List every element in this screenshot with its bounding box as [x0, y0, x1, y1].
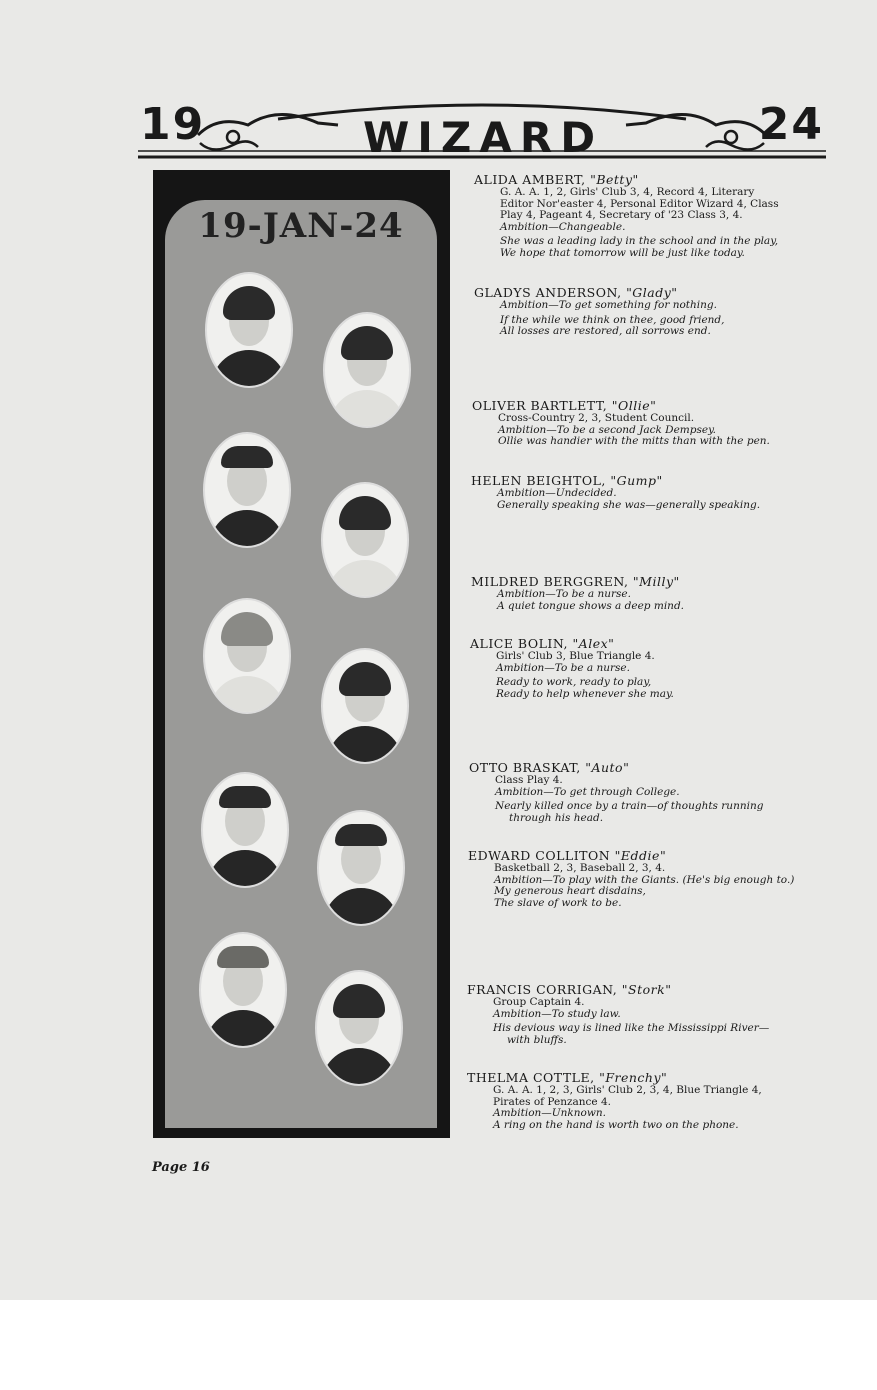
student-entry — [474, 285, 834, 338]
student-nickname: "Eddie" — [614, 848, 667, 863]
banner-title: WIZARD — [362, 113, 604, 162]
activities-line: Girls' Club 3, Blue Triangle 4. — [496, 650, 655, 662]
activities-line: Pirates of Penzance 4. — [493, 1095, 611, 1108]
student-entry — [470, 636, 830, 700]
student-nickname: "Gump" — [610, 473, 663, 488]
student-entry — [469, 760, 829, 824]
student-nickname: "Frenchy" — [599, 1070, 668, 1085]
student-name: ALICE BOLIN, — [470, 636, 568, 651]
bottom-margin — [0, 1300, 877, 1390]
portrait-photo — [203, 598, 291, 714]
ambition-line: Ambition—To play with the Giants. (He's big enough to.) — [494, 873, 795, 886]
banner-year-left: 19 — [140, 99, 206, 150]
student-name: MILDRED BERGGREN, — [471, 574, 629, 589]
portrait-photo — [315, 970, 403, 1086]
activities-line: Group Captain 4. — [493, 996, 585, 1008]
student-entry — [474, 172, 834, 259]
student-name: THELMA COTTLE, — [467, 1070, 595, 1085]
ambition-line: Ambition—Changeable. — [500, 220, 626, 233]
ambition-line: Ambition—Unknown. — [493, 1107, 606, 1119]
portrait-photo — [201, 772, 289, 888]
ambition-line: Ambition—To get through College. — [495, 785, 680, 798]
quote-line: The slave of work to be. — [494, 896, 622, 909]
portrait-photo — [203, 432, 291, 548]
banner-year-right: 24 — [758, 99, 824, 150]
ambition-line: Ambition—Undecided. — [497, 487, 617, 499]
wizard-banner — [138, 95, 826, 163]
portrait-photo — [323, 312, 411, 428]
portrait-photo — [199, 932, 287, 1048]
portrait-panel — [153, 170, 450, 1138]
activities-line: Editor Nor'easter 4, Personal Editor Wizard 4, Class — [500, 197, 779, 210]
student-nickname: "Alex" — [572, 636, 615, 651]
student-entry — [467, 982, 827, 1046]
activities-line: Play 4, Pageant 4, Secretary of '23 Class 3, 4. — [500, 209, 743, 221]
panel-label: 19-JAN-24 — [198, 206, 404, 246]
ambition-line: Ambition—To be a nurse. — [497, 588, 631, 600]
student-entry — [472, 398, 832, 448]
student-name: HELEN BEIGHTOL, — [471, 473, 606, 488]
quote-line: His devious way is lined like the Mississippi River— — [493, 1022, 770, 1034]
student-name: OTTO BRASKAT, — [469, 760, 581, 775]
activities-line: Class Play 4. — [495, 774, 563, 786]
portrait-photo — [321, 482, 409, 598]
student-name: FRANCIS CORRIGAN, — [467, 982, 618, 997]
quote-line: Generally speaking she was—generally speaking. — [497, 498, 761, 511]
student-entry — [468, 848, 828, 909]
quote-line: through his head. — [509, 811, 604, 824]
quote-line: We hope that tomorrow will be just like today. — [500, 246, 745, 259]
student-name: GLADYS ANDERSON, — [474, 285, 622, 300]
ambition-line: Ambition—To get something for nothing. — [500, 299, 717, 311]
quote-line: If the while we think on thee, good friend, — [500, 313, 725, 326]
quote-line: Ready to help whenever she may. — [496, 687, 674, 700]
activities-line: Cross-Country 2, 3, Student Council. — [498, 412, 695, 424]
quote-line: with bluffs. — [507, 1033, 567, 1046]
quote-line: She was a leading lady in the school and in the play, — [500, 235, 779, 247]
portrait-photo — [205, 272, 293, 388]
quote-line: All losses are restored, all sorrows end. — [500, 325, 711, 337]
student-nickname: "Stork" — [621, 982, 672, 997]
portrait-photo — [317, 810, 405, 926]
ambition-line: Ambition—To be a nurse. — [496, 661, 630, 674]
student-nickname: "Betty" — [590, 172, 639, 187]
student-nickname: "Glady" — [626, 285, 678, 300]
student-nickname: "Auto" — [585, 760, 630, 775]
student-nickname: "Ollie" — [611, 398, 657, 413]
student-nickname: "Milly" — [632, 574, 680, 589]
portrait-photo — [321, 648, 409, 764]
page-number: Page 16 — [152, 1160, 210, 1175]
quote-line: Ollie was handier with the mitts than with the pen. — [498, 435, 770, 447]
student-name: EDWARD COLLITON — [468, 848, 611, 863]
quote-line: A quiet tongue shows a deep mind. — [497, 599, 685, 612]
student-name: OLIVER BARTLETT, — [472, 398, 608, 413]
quote-line: A ring on the hand is worth two on the phone. — [493, 1118, 739, 1131]
ambition-line: Ambition—To be a second Jack Dempsey. — [498, 423, 716, 436]
quote-line: My generous heart disdains, — [494, 885, 646, 897]
quote-line: Nearly killed once by a train—of thoughts running — [495, 800, 764, 812]
activities-line: Basketball 2, 3, Baseball 2, 3, 4. — [494, 862, 666, 874]
activities-line: G. A. A. 1, 2, 3, Girls' Club 2, 3, 4, Blue Triangle 4, — [493, 1084, 762, 1096]
quote-line: Ready to work, ready to play, — [496, 676, 652, 688]
student-entry — [471, 574, 831, 612]
activities-line: G. A. A. 1, 2, Girls' Club 3, 4, Record 4, Literary — [500, 186, 755, 198]
ambition-line: Ambition—To study law. — [493, 1007, 621, 1020]
student-entry — [467, 1070, 827, 1131]
student-entry — [471, 473, 831, 511]
student-name: ALIDA AMBERT, — [474, 172, 586, 187]
